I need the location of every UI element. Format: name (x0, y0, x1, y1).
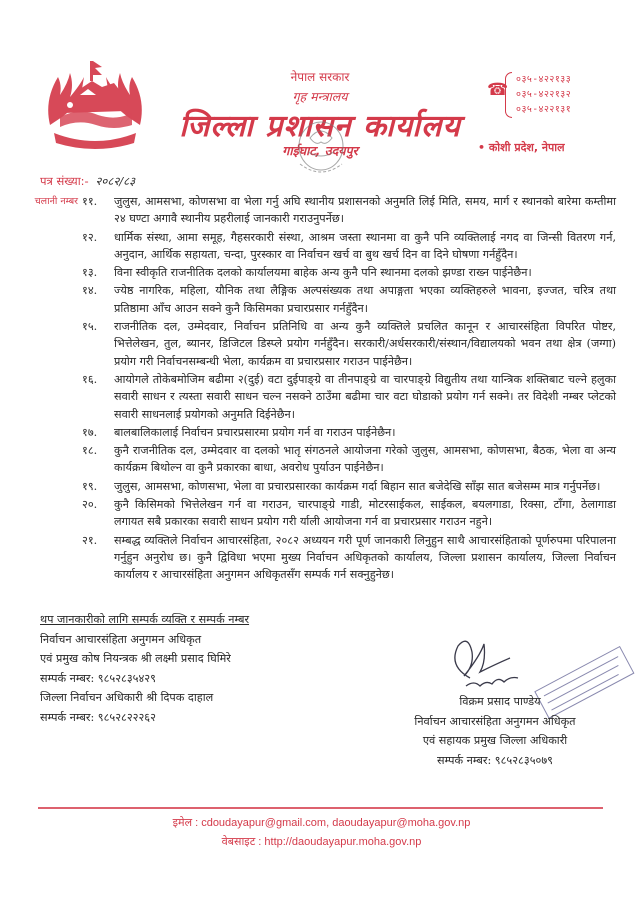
letter-reference (40, 174, 135, 189)
office-stamp-icon (290, 116, 352, 182)
list-item (20, 371, 616, 423)
item-number: २१. (82, 533, 98, 547)
list-item (20, 442, 616, 477)
signatory-phone: सम्पर्क नम्बर: ९८५२८३५०७९ (437, 753, 553, 767)
signatory-title: एवं सहायक प्रमुख जिल्ला अधिकारी (422, 734, 568, 747)
contact-line: एवं प्रमुख कोष नियन्त्रक श्री लक्ष्मी प्रसाद घिमिरे (40, 652, 231, 665)
contact-line: सम्पर्क नम्बर: ९८५२८३५४२९ (40, 671, 156, 685)
item-text: कुनै राजनीतिक दल, उम्मेदवार वा दलको भातृ संगठनले आयोजना गरेको जुलुस, आमसभा, कोणसभा, बैठक, भेला वा अन्य कार्यक्रम बिथोल्न वा कुनै प्रकारका बाधा, अवरोध पुर्याउन पाईनेछैन। (114, 444, 616, 475)
item-number: १५. (82, 320, 98, 334)
item-text: धार्मिक संस्था, आमा समूह, गैहसरकारी संस्था, आश्रम जस्ता स्थानमा वा कुनै पनि व्यक्तिलाई नगद वा जिन्सी वितरण गर्न, अनुदान, आर्थिक सहायता, चन्दा, पुरस्कार वा निर्वाचन खर्च वा बुथ खर्च दिन वा दिने घोषणा गर्नहुँदैन। (114, 230, 616, 261)
contact-section (40, 610, 249, 727)
reference-number: २०८२/८३ (95, 174, 136, 188)
government-name: नेपाल सरकार (290, 70, 350, 84)
phone-number: ०३५-४२२१३१ (516, 104, 572, 115)
item-number: १२. (82, 230, 98, 244)
item-text: सम्बद्ध व्यक्तिले निर्वाचन आचारसंहिता, २०८२ अध्ययन गरी पूर्ण जानकारी लिनुहुन साथै आचारसंहिताको पूर्णरुपमा परिपालना गर्नुहुन अनुरोध छ। कुनै द्विविधा भएमा मुख्य निर्वाचन अधिकृतको कार्यालय, जिल्ला प्रशासन कार्यालय, जिल्ला निर्वाचन कार्यालय र आचारसंहिता अनुगमन अधिकृतसँग सम्पर्क गर्न सक्नुहुनेछ। (114, 533, 616, 582)
telephone-icon: ☎ (487, 80, 509, 100)
list-item (20, 193, 616, 228)
list-item (20, 264, 616, 281)
item-text: आयोगले तोकेबमोजिम बढीमा २(दुई) वटा दुईपाङ्ग्रे वा तीनपाङ्ग्रे वा चारपाङ्ग्रे विद्युतीय तथा यान्त्रिक शक्तिबाट चल्ने हलुका सवारी साधन र त्यस्ता सवारी साधन चल्न नसक्ने ठाउँमा बढीमा चार वटा घोडाको प्रयोग गर्न सक्ने। तर विदेशी नम्बर प्लेटको सवारी साधनलाई प्रयोगको अनुमति दिईनेछैन। (114, 372, 616, 421)
nepal-government-emblem-icon (40, 55, 150, 155)
item-number: २०. (82, 498, 98, 512)
code-of-conduct-list (20, 193, 616, 585)
item-text: कुनै किसिमको भित्तेलेखन गर्न वा गराउन, चारपाङ्ग्रे गाडी, मोटरसाईकल, साईकल, बयलगाडा, रिक्सा, टाँगा, ठेलागाडा लगायत सबै प्रकारका सवारी साधन प्रयोग गरी र्याली आयोजना गर्न वा प्रचारप्रसार गराउन नहुने। (114, 498, 616, 529)
footer-email: इमेल : cdoudayapur@gmail.com, daoudayapur@moha.gov.np (172, 817, 471, 829)
office-location: गाईघाट, उदयपुर (282, 143, 358, 158)
item-number: १३. (82, 266, 98, 280)
contact-line: निर्वाचन आचारसंहिता अनुगमन अधिकृत (40, 632, 202, 646)
ministry-name: गृह मन्त्रालय (292, 89, 348, 104)
item-text: जुलुस, आमसभा, कोणसभा वा भेला गर्नु अघि स्थानीय प्रशासनको अनुमति लिई मिति, समय, मार्ग र स्थानको बारेमा कम्तीमा २४ घण्टा अगावै स्थानीय प्रहरीलाई जानकारी गराउनुपर्नेछ। (114, 195, 616, 226)
contact-heading: थप जानकारीको लागि सम्पर्क व्यक्ति र सम्पर्क नम्बर (40, 613, 250, 626)
list-item (20, 282, 616, 317)
item-text: विना स्वीकृति राजनीतिक दलको कार्यालयमा बाहेक अन्य कुनै पनि स्थानमा दलको झण्डा राख्न पाईनेछैन। (114, 266, 532, 280)
item-text: राजनीतिक दल, उम्मेदवार, निर्वाचन प्रतिनिधि वा अन्य कुनै व्यक्तिले प्रचलित कानून र आचारसंहिता विपरित पोष्टर, भित्तेलेखन, तुल, ब्यानर, डिजिटल डिस्प्ले प्रयोग गर्नहुँदैन। सरकारी/अर्धसरकारी/संस्थान/विद्यालयको भवन तथा क्षेत्र (जग्गा) प्रयोग गरी निर्वाचनसम्बन्धी भेला, कार्यक्रम वा प्रचारप्रसार गराउन पाईनेछैन। (114, 320, 616, 368)
list-item (20, 229, 616, 264)
contact-line: सम्पर्क नम्बर: ९८५२८२२२६२ (40, 710, 156, 724)
office-name: जिल्ला प्रशासन कार्यालय (179, 109, 461, 144)
contact-line: जिल्ला निर्वाचन अधिकारी श्री दिपक दाहाल (40, 691, 214, 704)
signatory-block (395, 692, 595, 770)
item-number: ११. (82, 195, 98, 208)
footer-divider (38, 807, 603, 809)
item-number: १४. (82, 284, 98, 298)
phone-number: ०३५-४२२१३३ (516, 74, 572, 85)
footer-website: वेबसाइट : http://daoudayapur.moha.gov.np (221, 836, 422, 848)
item-number: १६. (82, 372, 98, 386)
list-item (20, 424, 616, 441)
item-text: जुलुस, आमसभा, कोणसभा, भेला वा प्रचारप्रसारका कार्यक्रम गर्दा बिहान सात बजेदेखि साँझ सात बजेसम्म मात्र गर्नुपर्नेछ। (114, 479, 601, 493)
list-item (20, 318, 616, 370)
signatory-name: विक्रम प्रसाद पाण्डेय (459, 695, 541, 708)
reference-label: पत्र संख्या:- (40, 174, 89, 188)
item-text: ज्येष्ठ नागरिक, महिला, यौनिक तथा लैङ्गिक अल्पसंख्यक तथा अपाङ्गता भएका व्यक्तिहरुले भावना, इज्जत, चरित्र तथा प्रतिष्ठामा आँच आउन सक्ने कुनै किसिमका प्रचारप्रसार गर्नहुँदैन। (114, 284, 616, 315)
list-item (20, 496, 616, 531)
item-number: १७. (82, 425, 98, 439)
list-item (20, 532, 616, 584)
item-number: १९. (82, 479, 98, 493)
province-name: • कोशी प्रदेश, नेपाल (478, 141, 565, 154)
item-text: बालबालिकालाई निर्वाचन प्रचारप्रसारमा प्रयोग गर्न वा गराउन पाईनेछैन। (114, 425, 396, 439)
phone-brace (505, 72, 512, 118)
phone-number: ०३५-४२२१३२ (516, 89, 572, 100)
list-item (20, 478, 616, 495)
handwritten-signature-icon (440, 636, 530, 692)
dispatch-label: चलानी नम्बर (34, 196, 78, 207)
item-number: १८. (82, 444, 98, 458)
signatory-title: निर्वाचन आचारसंहिता अनुगमन अधिकृत (414, 714, 576, 728)
